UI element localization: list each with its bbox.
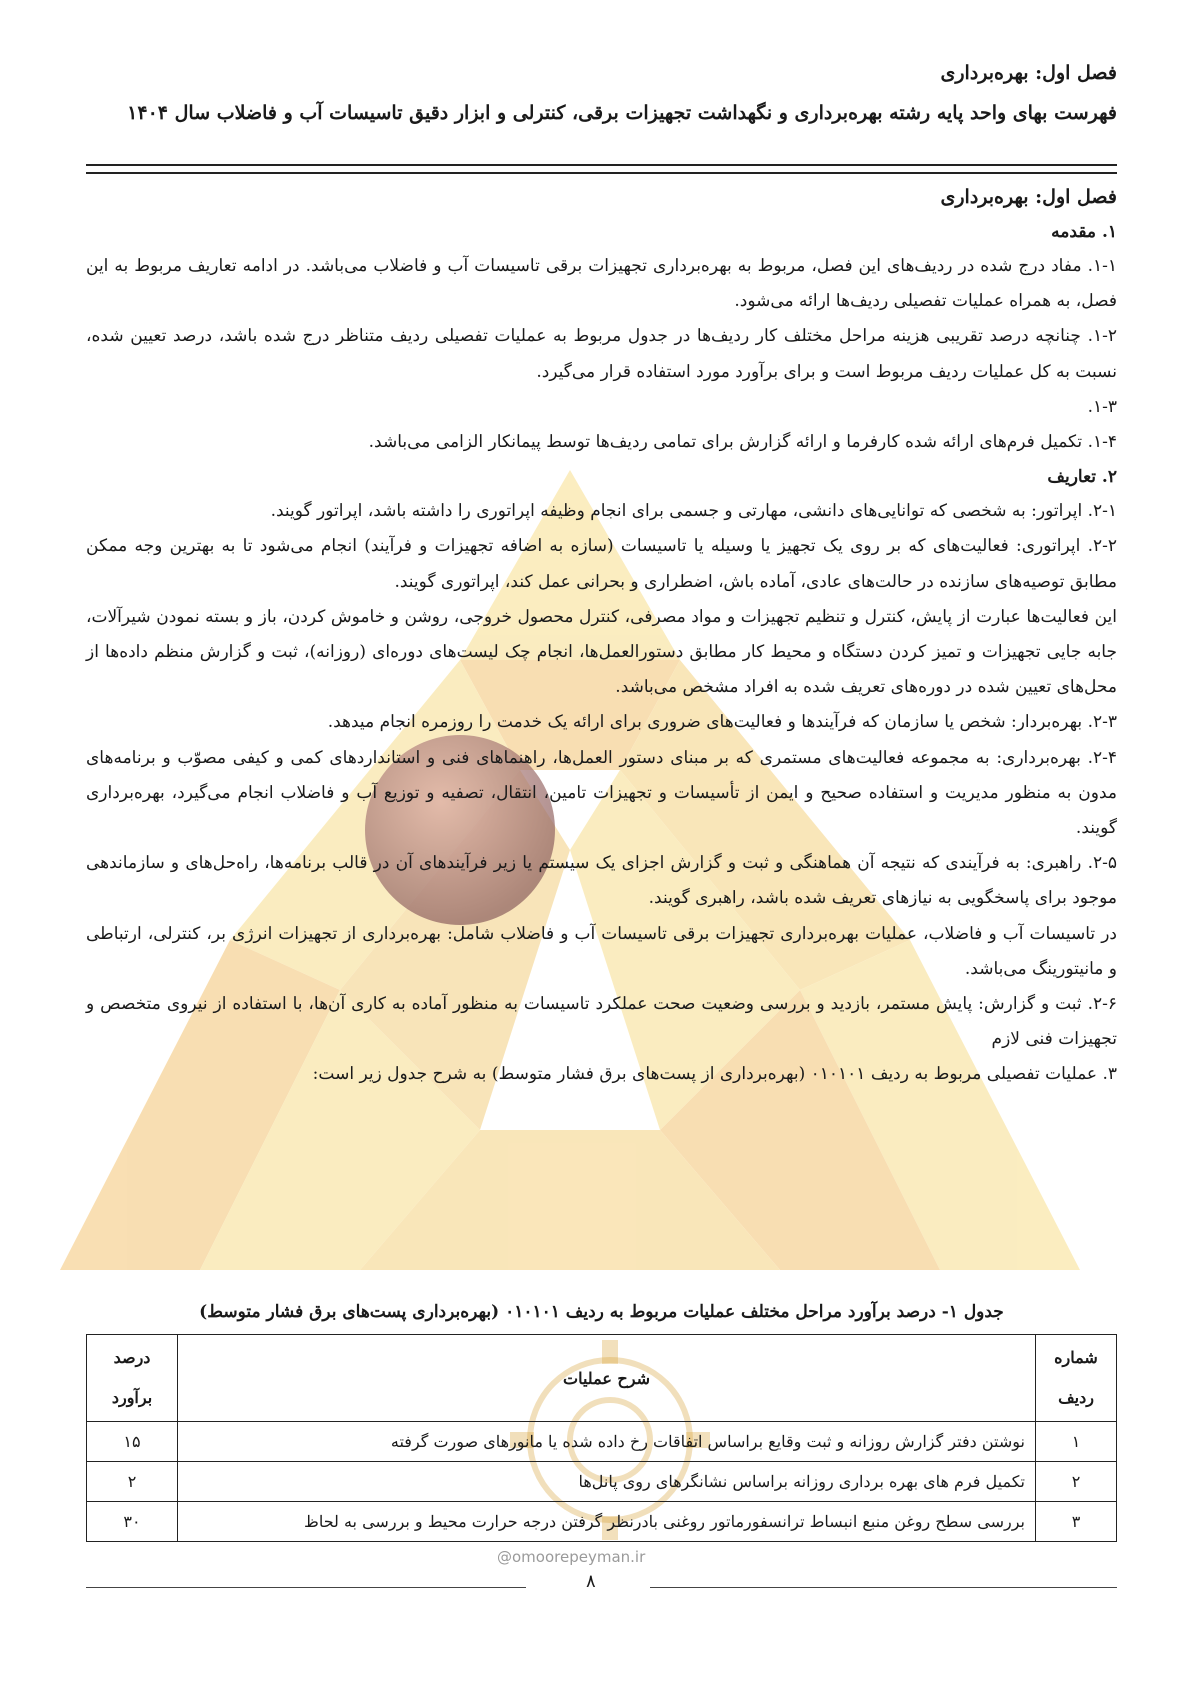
paragraph-1-3: ۱-۳. <box>1087 396 1117 417</box>
row-percent: ۲ <box>87 1462 178 1502</box>
row-number: ۳ <box>1036 1502 1117 1542</box>
paragraph-2-4: ۲-۴. بهره‌برداری: به مجموعه فعالیت‌های مستمری که بر مبنای دستور العمل‌ها، راهنماهای فنی و استانداردهای کمی و کیفی مصوّب و برنامه‌های مدون به منظور مدیریت و استفاده صحیح و ایمن از تأسیسات و تجهیزات تامین، انتقال، تصفیه و توزیع آب و فاضلاب انجام می‌گیرد، بهره‌برداری گویند. <box>86 747 1117 839</box>
header-title: فهرست بهای واحد پایه رشته بهره‌برداری و نگهداشت تجهیزات برقی، کنترلی و ابزار دقیق تاسیسات آب و فاضلاب سال ۱۴۰۴ <box>127 102 1117 124</box>
row-percent: ۳۰ <box>87 1502 178 1542</box>
row-number: ۱ <box>1036 1422 1117 1462</box>
header-description: شرح عملیات <box>178 1335 1036 1422</box>
paragraph-2-2-continued: این فعالیت‌ها عبارت از پایش، کنترل و تنظیم تجهیزات و مواد مصرفی، کنترل محصول خروجی، روشن و خاموش کردن، باز و بسته نمودن شیرآلات، جابه جایی تجهیزات و تمیز کردن دستگاه و محیط کار مطابق دستورالعمل‌ها، انجام چک لیست‌های دوره‌ای (روزانه)، ثبت و گزارش منظم داده‌ها از محل‌های تعیین شده در دوره‌های تعریف شده به افراد مشخص می‌باشد. <box>86 606 1117 698</box>
header-chapter: فصل اول: بهره‌برداری <box>940 62 1117 84</box>
row-number: ۲ <box>1036 1462 1117 1502</box>
paragraph-2-5: ۲-۵. راهبری: به فرآیندی که نتیجه آن هماهنگی و ثبت و گزارش اجزای یک سیستم یا زیر فرآیندهای آن در قالب برنامه‌ها، راه‌حل‌های و سازماندهی موجود برای پاسخگویی به نیازهای تعریف شده باشد، راهبری گویند. <box>86 853 1117 909</box>
header-row-number <box>1036 1335 1117 1422</box>
row-description: نوشتن دفتر گزارش روزانه و ثبت وقایع براساس اتفاقات رخ داده شده یا مانورهای صورت گرفته <box>178 1422 1036 1462</box>
at-icon: @ <box>497 1548 512 1566</box>
paragraph-2-2: ۲-۲. اپراتوری: فعالیت‌های که بر روی یک تجهیز یا وسیله یا تاسیسات (سازه به اضافه تجهیزات و فرآیند) انجام می‌شود تا به بهترین وجه ممکن مطابق توصیه‌های سازنده در حالت‌های عادی، آماده باش، اضطراری و بحرانی عمل کند، اپراتوری گویند. <box>86 536 1117 592</box>
page-number: ۸ <box>586 1571 596 1592</box>
row-description: بررسی سطح روغن منبع انبساط ترانسفورماتور روغنی بادرنظر گرفتن درجه حرارت محیط و بررسی به لحاظ <box>178 1502 1036 1542</box>
paragraph-1-2: ۱-۲. چنانچه درصد تقریبی هزینه مراحل مختلف کار ردیف‌ها در جدول مربوط به عملیات تفصیلی ردیف متناظر درج شده باشد، درصد تعیین شده، نسبت به کل عملیات ردیف مربوط است و برای برآورد مورد استفاده قرار می‌گیرد. <box>86 326 1117 382</box>
header-percent <box>87 1335 178 1422</box>
paragraph-2-6: ۲-۶. ثبت و گزارش: پایش مستمر، بازدید و بررسی وضعیت صحت عملکرد تاسیسات به منظور آماده به کاری آن‌ها، با استفاده از نیروی متخصص و تجهیزات فنی لازم <box>86 994 1117 1050</box>
section-intro-title: ۱. مقدمه <box>1051 222 1117 242</box>
table-row <box>87 1462 1117 1502</box>
footer-rule-right <box>650 1587 1117 1588</box>
row-percent: ۱۵ <box>87 1422 178 1462</box>
header-row-number-line2: ردیف <box>1058 1388 1094 1407</box>
table-row <box>87 1502 1117 1542</box>
paragraph-2-3: ۲-۳. بهره‌بردار: شخص یا سازمان که فرآیندها و فعالیت‌های ضروری برای ارائه یک خدمت را روزمره انجام میدهد. <box>327 712 1117 733</box>
website-watermark <box>497 1548 645 1566</box>
table-header-row <box>87 1335 1117 1422</box>
header-row-number-line1: شماره <box>1054 1348 1098 1367</box>
operations-table <box>86 1334 1117 1542</box>
row-description: تکمیل فرم های بهره برداری روزانه براساس نشانگرهای روی پانل‌ها <box>178 1462 1036 1502</box>
table-caption: جدول ۱- درصد برآورد مراحل مختلف عملیات مربوط به ردیف ۰۱۰۱۰۱ (بهره‌برداری پست‌های برق فشار متوسط) <box>199 1302 1004 1322</box>
document-body <box>86 176 1117 1093</box>
chapter-title: فصل اول: بهره‌برداری <box>940 186 1117 208</box>
paragraph-1-4: ۱-۴. تکمیل فرم‌های ارائه شده کارفرما و ارائه گزارش برای تمامی ردیف‌ها توسط پیمانکار الزامی می‌باشد. <box>368 432 1117 453</box>
paragraph-3: ۳. عملیات تفصیلی مربوط به ردیف ۰۱۰۱۰۱ (بهره‌برداری از پست‌های برق فشار متوسط) به شرح جدول زیر است: <box>312 1064 1117 1085</box>
section-definitions-title: ۲. تعاریف <box>1047 467 1117 488</box>
header-percent-line2: برآورد <box>111 1388 153 1407</box>
paragraph-1-1: ۱-۱. مفاد درج شده در ردیف‌های این فصل، مربوط به بهره‌برداری تجهیزات برقی تاسیسات آب و فاضلاب می‌باشد. در ادامه تعاریف مربوط به این فصل، به همراه عملیات تفصیلی ردیف‌ها ارائه می‌شود. <box>86 256 1117 312</box>
header-double-rule <box>86 164 1117 174</box>
paragraph-2-1: ۲-۱. اپراتور: به شخصی که توانایی‌های دانشی، مهارتی و جسمی برای انجام وظیفه اپراتوری را داشته باشد، اپراتور گویند. <box>270 501 1117 522</box>
website-text: omoorepeyman.ir <box>512 1548 646 1566</box>
footer-rule-left <box>86 1587 526 1588</box>
header-percent-line1: درصد <box>113 1348 151 1367</box>
paragraph-2-5-continued: در تاسیسات آب و فاضلاب، عملیات بهره‌برداری تجهیزات برقی تاسیسات آب و فاضلاب شامل: بهره‌برداری از تجهیزات انرژی بر، کنترلی، ارتباطی و مانیتورینگ می‌باشد. <box>86 923 1117 979</box>
table-row <box>87 1422 1117 1462</box>
